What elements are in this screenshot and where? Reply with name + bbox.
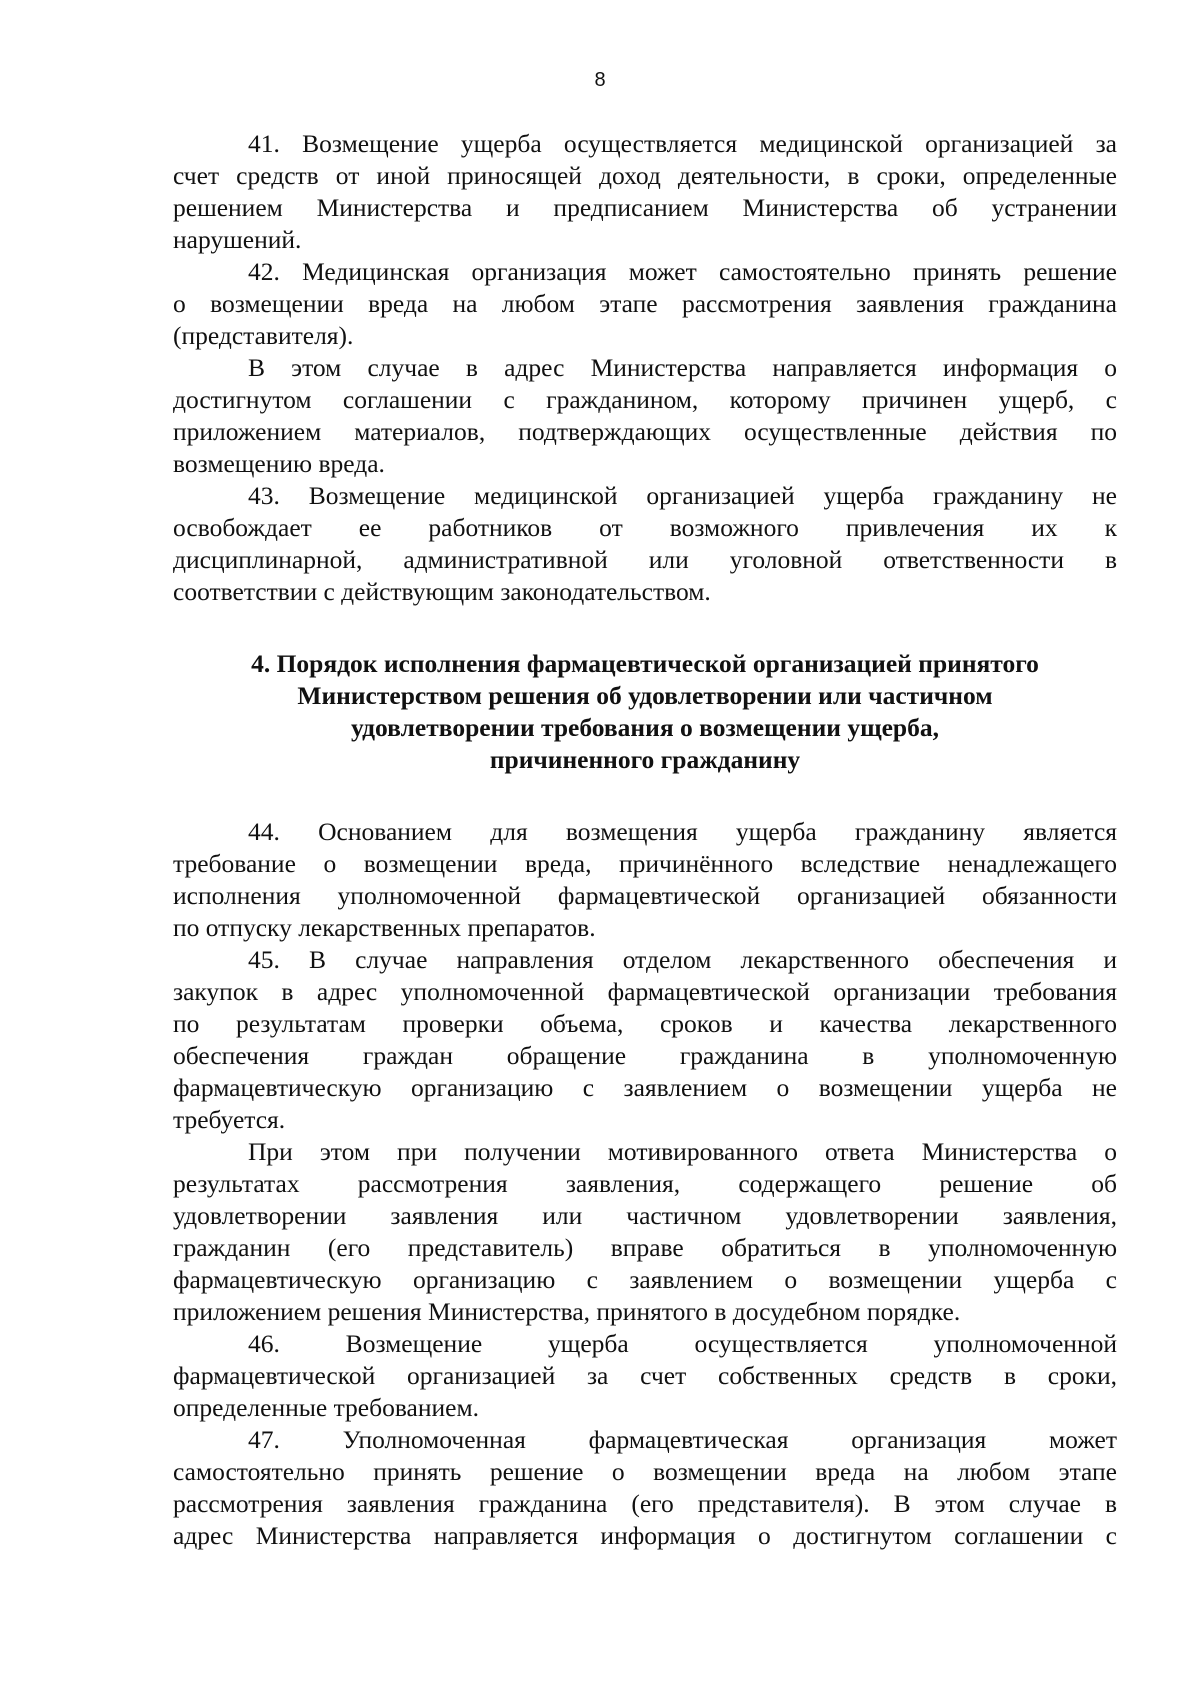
paragraph-44-line: исполнения уполномоченной фармацевтической организацией обязанности xyxy=(173,881,1117,910)
paragraph-47-line: адрес Министерства направляется информация о достигнутом соглашении с xyxy=(173,1521,1117,1550)
paragraph-47-line: 47. Уполномоченная фармацевтическая организация может xyxy=(248,1425,1117,1454)
paragraph-46-line: определенные требованием. xyxy=(173,1393,479,1422)
paragraph-41-line: 41. Возмещение ущерба осуществляется медицинской организацией за xyxy=(248,129,1117,158)
section-heading-line: 4. Порядок исполнения фармацевтической организацией принятого xyxy=(251,649,1039,678)
paragraph-43-line: освобождает ее работников от возможного привлечения их к xyxy=(173,513,1117,542)
section-heading-line: причиненного гражданину xyxy=(489,745,801,774)
paragraph-42-line: (представителя). xyxy=(173,321,354,350)
paragraph-42-line: о возмещении вреда на любом этапе рассмотрения заявления гражданина xyxy=(173,289,1117,318)
paragraph-45-line: обеспечения граждан обращение гражданина в уполномоченную xyxy=(173,1041,1117,1070)
paragraph-45b-line: приложением решения Министерства, принятого в досудебном порядке. xyxy=(173,1297,961,1326)
paragraph-41-line: решением Министерства и предписанием Министерства об устранении xyxy=(173,193,1117,222)
paragraph-42b-line: В этом случае в адрес Министерства направляется информация о xyxy=(248,353,1117,382)
paragraph-44-line: 44. Основанием для возмещения ущерба гражданину является xyxy=(248,817,1117,846)
paragraph-43-line: 43. Возмещение медицинской организацией ущерба гражданину не xyxy=(248,481,1117,510)
paragraph-45-line: по результатам проверки объема, сроков и качества лекарственного xyxy=(173,1009,1117,1038)
paragraph-45-line: 45. В случае направления отделом лекарственного обеспечения и xyxy=(248,945,1117,974)
paragraph-47-line: рассмотрения заявления гражданина (его представителя). В этом случае в xyxy=(173,1489,1117,1518)
section-heading-line: удовлетворении требования о возмещении ущерба, xyxy=(351,713,939,742)
paragraph-45b-line: фармацевтическую организацию с заявлением о возмещении ущерба с xyxy=(173,1265,1117,1294)
paragraph-47-line: самостоятельно принять решение о возмещении вреда на любом этапе xyxy=(173,1457,1117,1486)
paragraph-45b-line: При этом при получении мотивированного ответа Министерства о xyxy=(248,1137,1117,1166)
paragraph-45b-line: результатах рассмотрения заявления, содержащего решение об xyxy=(173,1169,1117,1198)
paragraph-41-line: нарушений. xyxy=(173,225,302,254)
section-heading-line: Министерством решения об удовлетворении или частичном xyxy=(297,681,993,710)
paragraph-46-line: фармацевтической организацией за счет собственных средств в сроки, xyxy=(173,1361,1117,1390)
paragraph-41-line: счет средств от иной приносящей доход деятельности, в сроки, определенные xyxy=(173,161,1117,190)
paragraph-46-line: 46. Возмещение ущерба осуществляется уполномоченной xyxy=(248,1329,1117,1358)
page-number: 8 xyxy=(594,69,606,91)
paragraph-43-line: соответствии с действующим законодательством. xyxy=(173,577,711,606)
paragraph-45-line: требуется. xyxy=(173,1105,286,1134)
paragraph-44-line: требование о возмещении вреда, причинённого вследствие ненадлежащего xyxy=(173,849,1117,878)
paragraph-45-line: закупок в адрес уполномоченной фармацевтической организации требования xyxy=(173,977,1117,1006)
paragraph-43-line: дисциплинарной, административной или уголовной ответственности в xyxy=(173,545,1117,574)
paragraph-45-line: фармацевтическую организацию с заявлением о возмещении ущерба не xyxy=(173,1073,1117,1102)
paragraph-42b-line: достигнутом соглашении с гражданином, которому причинен ущерб, с xyxy=(173,385,1117,414)
paragraph-44-line: по отпуску лекарственных препаратов. xyxy=(173,913,596,942)
paragraph-42-line: 42. Медицинская организация может самостоятельно принять решение xyxy=(248,257,1117,286)
paragraph-45b-line: гражданин (его представитель) вправе обратиться в уполномоченную xyxy=(173,1233,1117,1262)
paragraph-45b-line: удовлетворении заявления или частичном удовлетворении заявления, xyxy=(173,1201,1117,1230)
paragraph-42b-line: приложением материалов, подтверждающих осуществленные действия по xyxy=(173,417,1117,446)
paragraph-42b-line: возмещению вреда. xyxy=(173,449,385,478)
